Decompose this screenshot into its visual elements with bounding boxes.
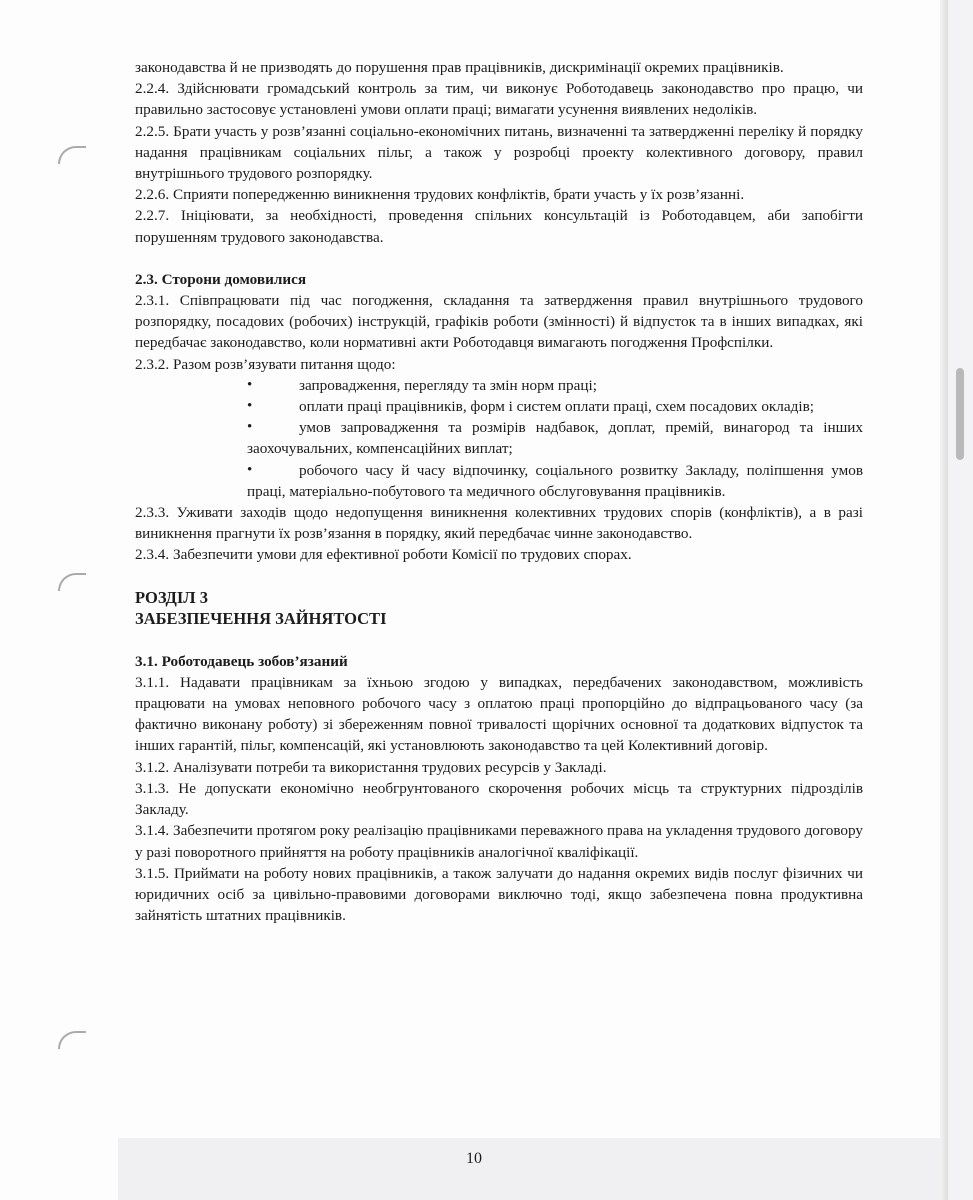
bullet-icon: • (247, 419, 253, 436)
paragraph-2-2-5: 2.2.5. Брати участь у розв’язанні соціально-економічних питань, визначенні та затвердженні переліку й порядку надання працівникам соціальних пільг, а також у розробці проекту колективного договору, правил внутрішнього трудового розпорядку. (135, 122, 863, 183)
paragraph-3-1-4: 3.1.4. Забезпечити протягом року реалізацію працівниками переважного права на укладення трудового договору у разі поворотного прийняття на роботу працівників аналогічної кваліфікації. (135, 822, 863, 861)
paragraph-2-3-3: 2.3.3. Уживати заходів щодо недопущення виникнення колективних трудових спорів (конфліктів), а в разі виникнення прагнути їх розв’язання в порядку, який передбачає чинне законодавство. (135, 504, 863, 543)
section-title: ЗАБЕЗПЕЧЕННЯ ЗАЙНЯТОСТІ (135, 609, 387, 629)
paragraph-2-3-1: 2.3.1. Співпрацювати під час погодження, складання та затвердження правил внутрішнього трудового розпорядку, посадових (робочих) інструкцій, графіків роботи (змінності) й відпусток та в інших випадках, які передбачає законодавство, коли нормативні акти Роботодавця вимагають погодження Профспілки. (135, 292, 863, 352)
bullet-icon: • (247, 376, 253, 393)
section-3-1-heading: 3.1. Роботодавець зобов’язаний (135, 652, 348, 670)
punch-hole-mark-icon (58, 1031, 86, 1049)
document-body (135, 57, 863, 926)
page-bottom-shade (118, 1138, 940, 1200)
punch-hole-mark-icon (58, 573, 86, 591)
bullet-icon: • (247, 461, 253, 478)
punch-hole-mark-icon (58, 146, 86, 164)
list-item: • умов запровадження та розмірів надбавок, доплат, премій, винагород та інших заохочувальних, компенсаційних виплат; (247, 419, 863, 458)
bullet-list (135, 375, 863, 502)
bullet-icon: • (247, 398, 253, 415)
list-item: • запровадження, перегляду та змін норм праці; (247, 375, 863, 396)
list-item: • робочого часу й часу відпочинку, соціального розвитку Закладу, поліпшення умов праці, матеріально-побутового та медичного обслуговування працівників. (247, 461, 863, 500)
list-item: • оплати праці працівників, форм і систем оплати праці, схем посадових окладів; (247, 396, 863, 417)
section-title-number: РОЗДІЛ 3 (135, 587, 208, 607)
paragraph-3-1-2: 3.1.2. Аналізувати потреби та використання трудових ресурсів у Закладі. (135, 758, 607, 776)
paragraph-2-2-6: 2.2.6. Сприяти попередженню виникнення трудових конфліктів, брати участь у їх розв’язанні. (135, 186, 745, 204)
paragraph-3-1-5: 3.1.5. Приймати на роботу нових працівників, а також залучати до надання окремих видів послуг фізичних чи юридичних осіб за цивільно-правовими договорами виключно тоді, якщо забезпечена повна продуктивна зайнятість штатних працівників. (135, 864, 863, 925)
paragraph-2-2-4: 2.2.4. Здійснювати громадський контроль за тим, чи виконує Роботодавець законодавство про працю, чи правильно застосовує установлені умови оплати праці; вимагати усунення виявлених недоліків. (135, 80, 863, 119)
page-number: 10 (466, 1150, 482, 1167)
section-2-3-heading: 2.3. Сторони домовилися (135, 270, 307, 288)
paragraph-3-1-3: 3.1.3. Не допускати економічно необгрунтованого скорочення робочих місць та структурних підрозділів Закладу. (135, 779, 863, 819)
paragraph-continuation: законодавства й не призводять до порушення прав працівників, дискримінації окремих працівників. (135, 59, 784, 76)
page-edge (940, 0, 948, 1200)
paragraph-3-1-1: 3.1.1. Надавати працівникам за їхньою згодою у випадках, передбачених законодавством, можливість працювати на умовах неповного робочого часу з оплатою праці пропорційно до відпрацьованого часу (за фактично виконану роботу) зі збереженням повної тривалості щорічних основної та додаткових відпусток та інших гарантій, пільг, компенсацій, які установлюють законодавство та цей Колективний договір. (135, 673, 863, 755)
vertical-scrollbar[interactable] (956, 368, 964, 460)
paragraph-2-3-2: 2.3.2. Разом розв’язувати питання щодо: (135, 355, 396, 373)
paragraph-2-3-4: 2.3.4. Забезпечити умови для ефективної роботи Комісії по трудових спорах. (135, 546, 632, 564)
paragraph-2-2-7: 2.2.7. Ініціювати, за необхідності, проведення спільних консультацій із Роботодавцем, аби запобігти порушенням трудового законодавства. (135, 207, 863, 246)
